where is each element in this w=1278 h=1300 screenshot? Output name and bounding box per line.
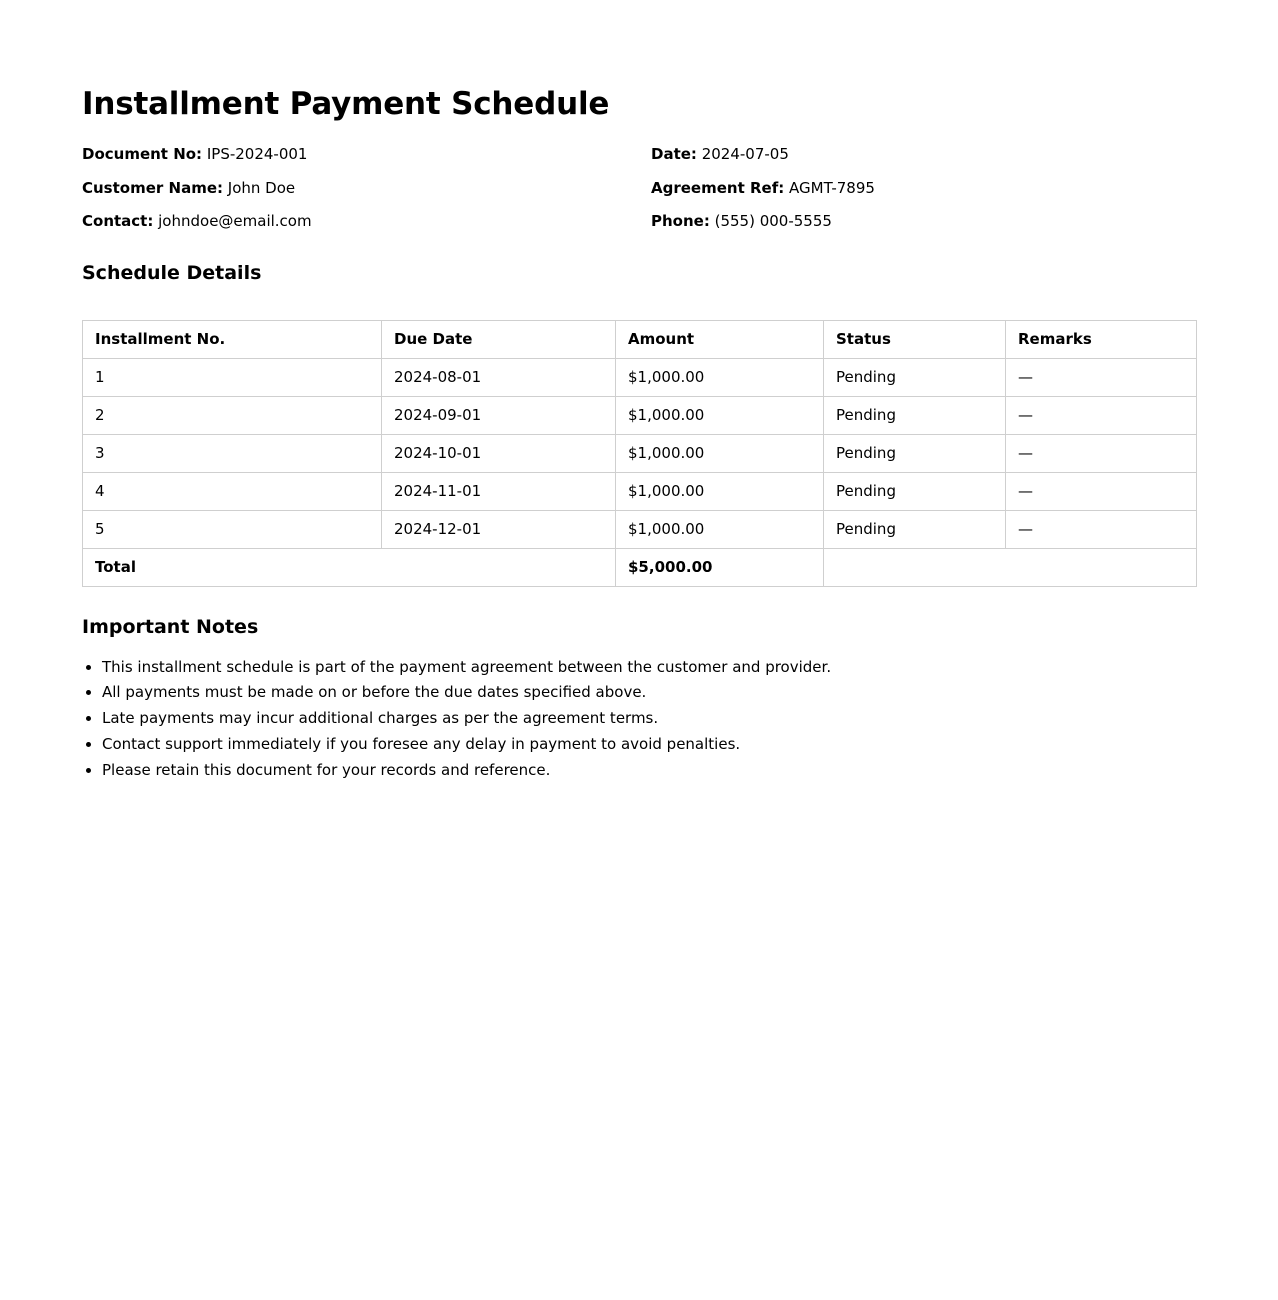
remarks-cell: — bbox=[1006, 434, 1197, 472]
installment-no-cell: 5 bbox=[83, 510, 382, 548]
amount-cell: $1,000.00 bbox=[616, 434, 824, 472]
meta-customer-name bbox=[82, 178, 651, 199]
meta-label: Agreement Ref: bbox=[651, 178, 785, 197]
document-meta bbox=[82, 144, 1196, 245]
amount-cell: $1,000.00 bbox=[616, 472, 824, 510]
amount-cell: $1,000.00 bbox=[616, 510, 824, 548]
total-row bbox=[83, 548, 1197, 586]
total-empty-cell bbox=[824, 548, 1197, 586]
meta-value: johndoe@email.com bbox=[158, 212, 312, 230]
page-title: Installment Payment Schedule bbox=[82, 86, 610, 122]
notes-list bbox=[82, 655, 1196, 784]
due-date-cell: 2024-12-01 bbox=[382, 510, 616, 548]
table-row bbox=[83, 510, 1197, 548]
meta-label: Document No: bbox=[82, 145, 203, 163]
column-header-remarks: Remarks bbox=[1006, 320, 1197, 358]
document-page bbox=[82, 84, 1196, 783]
due-date-cell: 2024-11-01 bbox=[382, 472, 616, 510]
note-item: • Late payments may incur additional charges as per the agreement terms. bbox=[102, 706, 1196, 732]
table-row bbox=[83, 472, 1197, 510]
installment-no-cell: 4 bbox=[83, 472, 382, 510]
meta-phone bbox=[651, 211, 1196, 232]
due-date-cell: 2024-09-01 bbox=[382, 396, 616, 434]
table-row bbox=[83, 434, 1197, 472]
amount-cell: $1,000.00 bbox=[616, 396, 824, 434]
status-cell: Pending bbox=[824, 396, 1006, 434]
remarks-cell: — bbox=[1006, 396, 1197, 434]
installment-no-cell: 1 bbox=[83, 358, 382, 396]
remarks-cell: — bbox=[1006, 358, 1197, 396]
note-item: • Please retain this document for your records and reference. bbox=[102, 758, 1196, 784]
status-cell: Pending bbox=[824, 434, 1006, 472]
meta-agreement-ref bbox=[651, 178, 1196, 199]
status-cell: Pending bbox=[824, 472, 1006, 510]
schedule-heading: Schedule Details bbox=[82, 261, 262, 284]
due-date-cell: 2024-08-01 bbox=[382, 358, 616, 396]
column-header-installment-no: Installment No. bbox=[83, 320, 382, 358]
column-header-due-date: Due Date bbox=[382, 320, 616, 358]
meta-label: Date: bbox=[651, 145, 697, 163]
table-row bbox=[83, 396, 1197, 434]
due-date-cell: 2024-10-01 bbox=[382, 434, 616, 472]
table-header-row bbox=[83, 320, 1197, 358]
meta-label: Customer Name: bbox=[82, 178, 223, 197]
meta-value: AGMT-7895 bbox=[789, 178, 875, 197]
note-item: • All payments must be made on or before the due dates specified above. bbox=[102, 680, 1196, 706]
meta-label: Phone: bbox=[651, 212, 710, 230]
table-row bbox=[83, 358, 1197, 396]
column-header-amount: Amount bbox=[616, 320, 824, 358]
column-header-status: Status bbox=[824, 320, 1006, 358]
total-amount-cell: $5,000.00 bbox=[616, 548, 824, 586]
remarks-cell: — bbox=[1006, 472, 1197, 510]
total-label-cell: Total bbox=[83, 548, 616, 586]
meta-value: IPS-2024-001 bbox=[206, 145, 308, 163]
meta-document-no bbox=[82, 144, 651, 165]
schedule-table bbox=[82, 320, 1197, 587]
amount-cell: $1,000.00 bbox=[616, 358, 824, 396]
installment-no-cell: 3 bbox=[83, 434, 382, 472]
meta-value: John Doe bbox=[227, 178, 296, 197]
note-item: • Contact support immediately if you foresee any delay in payment to avoid penalties. bbox=[102, 732, 1196, 758]
meta-value: 2024-07-05 bbox=[701, 145, 789, 163]
note-item: • This installment schedule is part of the payment agreement between the customer and provider. bbox=[102, 655, 1196, 681]
notes-heading: Important Notes bbox=[82, 615, 259, 638]
meta-contact bbox=[82, 211, 651, 232]
meta-date bbox=[651, 144, 1196, 165]
status-cell: Pending bbox=[824, 358, 1006, 396]
remarks-cell: — bbox=[1006, 510, 1197, 548]
meta-value: (555) 000-5555 bbox=[714, 212, 832, 230]
status-cell: Pending bbox=[824, 510, 1006, 548]
meta-label: Contact: bbox=[82, 212, 154, 230]
installment-no-cell: 2 bbox=[83, 396, 382, 434]
